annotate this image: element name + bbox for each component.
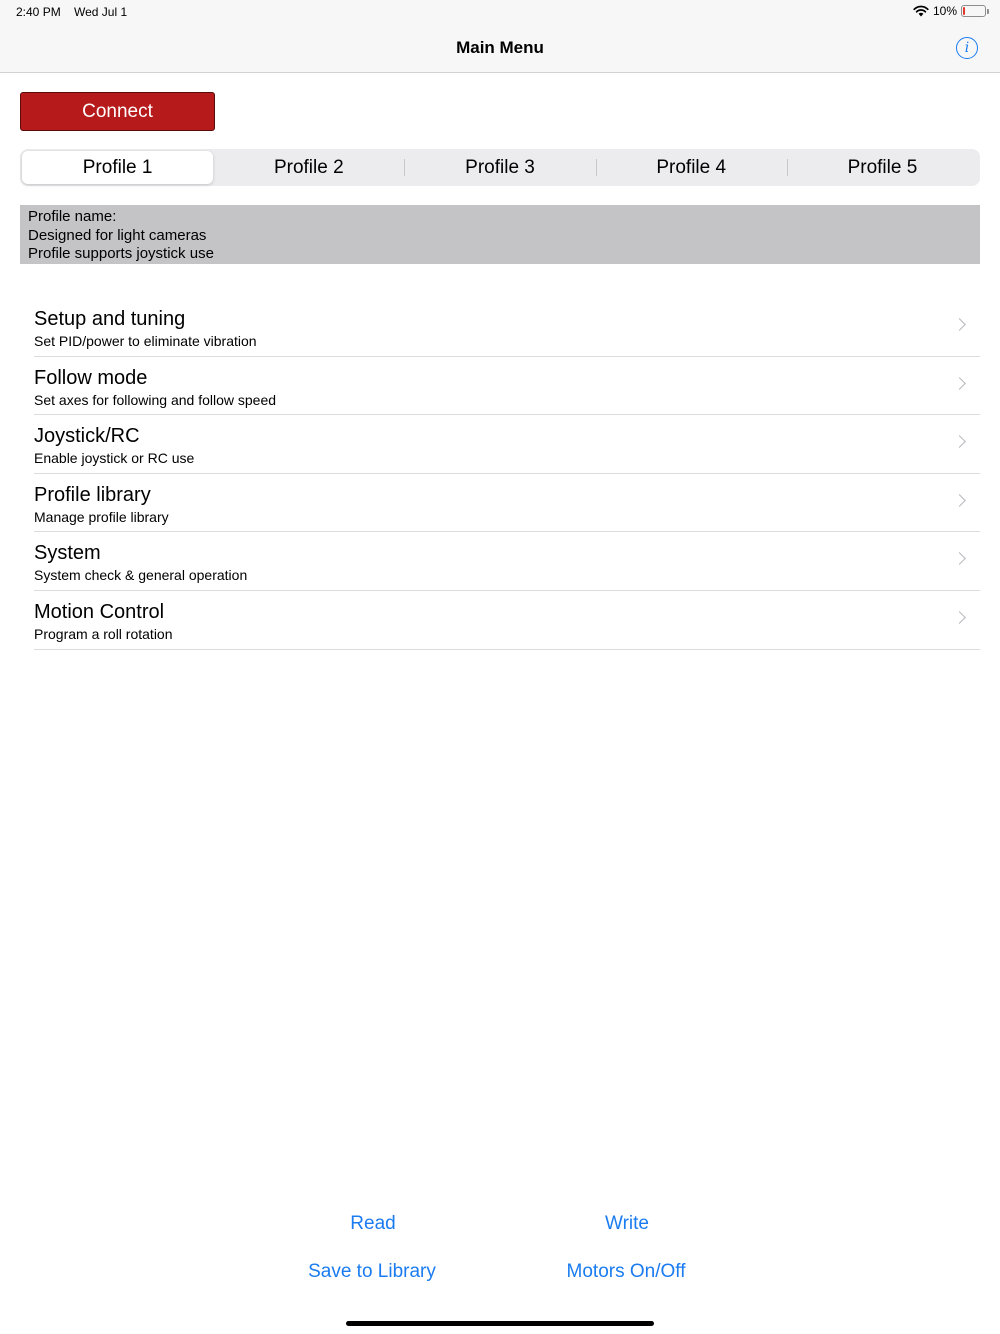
menu-item-subtitle: Enable joystick or RC use xyxy=(34,450,195,467)
status-time: 2:40 PM xyxy=(16,5,61,19)
status-date: Wed Jul 1 xyxy=(74,5,128,19)
menu-item-joystick-rc[interactable] xyxy=(34,415,980,474)
menu-item-title: Profile library xyxy=(34,483,151,506)
motors-on-off-button[interactable]: Motors On/Off xyxy=(566,1261,686,1282)
chevron-right-icon xyxy=(953,318,966,331)
chevron-right-icon xyxy=(953,435,966,448)
page-title: Main Menu xyxy=(456,38,544,57)
tab-profile-1[interactable]: Profile 1 xyxy=(22,151,213,184)
write-button[interactable]: Write xyxy=(605,1213,649,1234)
menu-list xyxy=(34,298,980,650)
menu-item-setup-and-tuning[interactable] xyxy=(34,298,980,357)
read-button[interactable]: Read xyxy=(350,1213,396,1234)
menu-item-subtitle: Set PID/power to eliminate vibration xyxy=(34,333,257,349)
menu-item-profile-library[interactable] xyxy=(34,474,980,533)
menu-item-title: Follow mode xyxy=(34,366,148,389)
menu-item-subtitle: Set axes for following and follow speed xyxy=(34,391,277,408)
profile-tabs xyxy=(20,149,980,186)
chevron-right-icon xyxy=(953,611,966,624)
home-indicator[interactable] xyxy=(346,1321,654,1326)
menu-item-subtitle: Manage profile library xyxy=(34,508,169,525)
chevron-right-icon xyxy=(953,377,966,390)
battery-icon xyxy=(961,5,986,17)
menu-item-subtitle: System check & general operation xyxy=(34,567,248,584)
menu-item-motion-control[interactable] xyxy=(34,591,980,650)
status-indicators xyxy=(913,4,986,18)
tab-profile-4[interactable]: Profile 4 xyxy=(596,151,787,184)
menu-item-title: System xyxy=(34,542,101,565)
wifi-icon xyxy=(913,5,929,17)
top-bar xyxy=(0,0,1000,73)
profile-description: Designed for light cameras xyxy=(28,226,207,244)
profile-info-box xyxy=(20,205,980,264)
menu-item-title: Motion Control xyxy=(34,600,165,623)
tab-profile-3[interactable]: Profile 3 xyxy=(404,151,595,184)
connect-button[interactable]: Connect xyxy=(20,92,215,131)
chevron-right-icon xyxy=(953,494,966,507)
profile-joystick-support: Profile supports joystick use xyxy=(28,245,214,263)
menu-item-title: Joystick/RC xyxy=(34,425,140,448)
menu-item-title: Setup and tuning xyxy=(34,308,186,330)
info-icon[interactable]: i xyxy=(956,37,978,59)
tab-profile-2[interactable]: Profile 2 xyxy=(273,156,344,178)
profile-name-label: Profile name: xyxy=(28,208,117,225)
menu-item-follow-mode[interactable] xyxy=(34,357,980,416)
menu-item-system[interactable] xyxy=(34,532,980,591)
save-to-library-button[interactable]: Save to Library xyxy=(308,1261,436,1282)
battery-level xyxy=(963,7,965,15)
chevron-right-icon xyxy=(953,553,966,566)
tab-profile-5[interactable]: Profile 5 xyxy=(787,151,978,184)
menu-item-subtitle: Program a roll rotation xyxy=(34,625,173,642)
battery-percent: 10% xyxy=(932,4,957,18)
